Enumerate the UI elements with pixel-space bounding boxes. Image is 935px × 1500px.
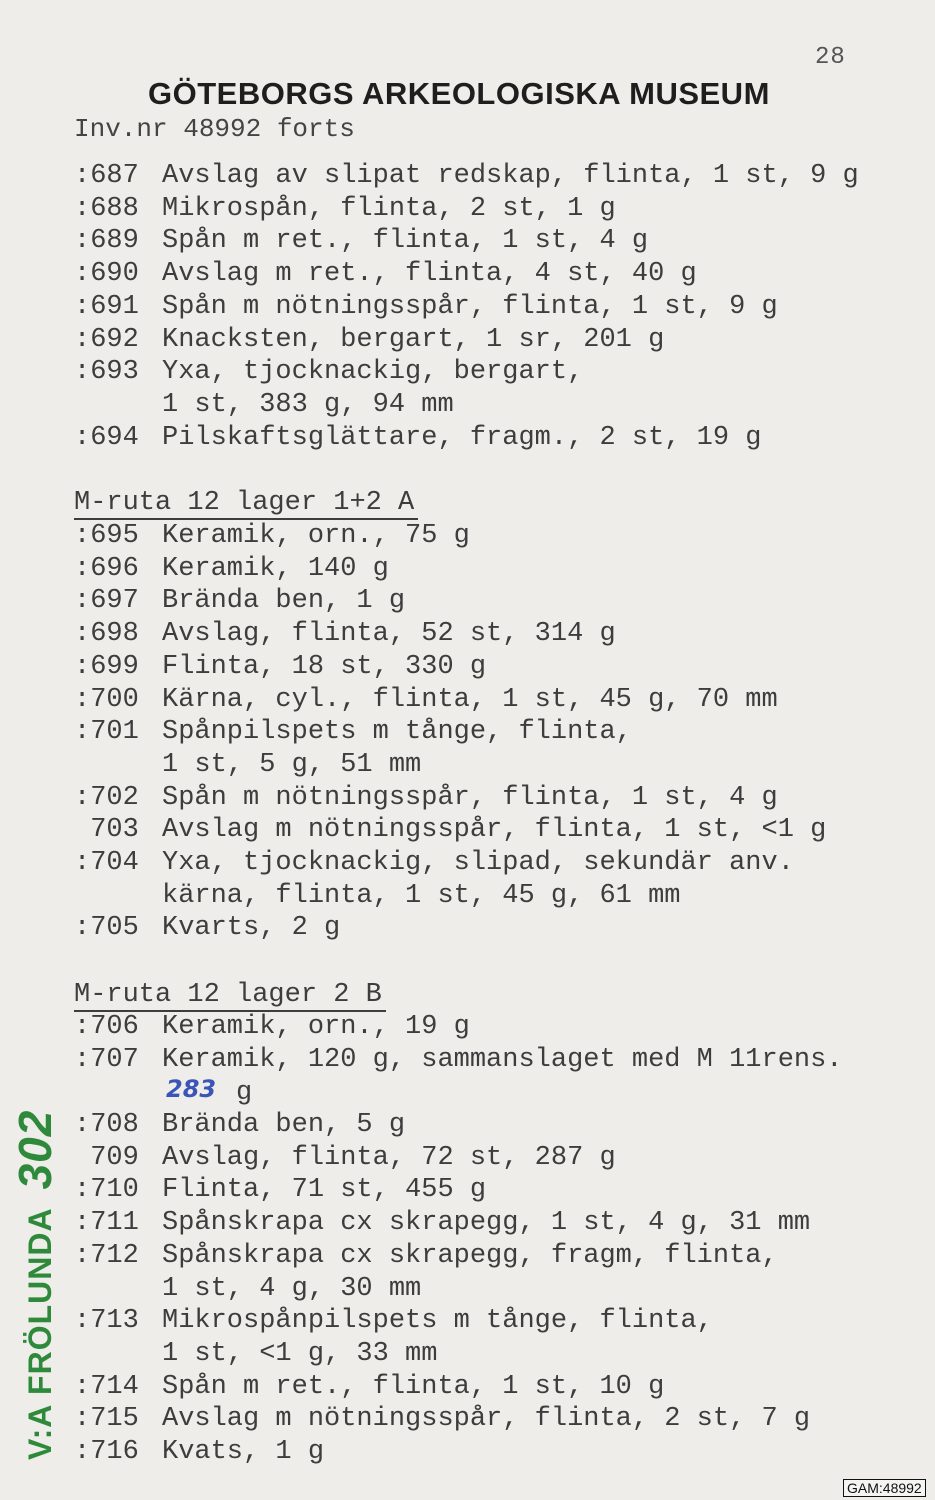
entry-line: [74, 389, 454, 421]
entry-line: [74, 160, 859, 192]
entry-line: [74, 1403, 810, 1435]
entry-line: [74, 258, 697, 290]
entry-line: [74, 912, 340, 944]
entry-text: Kvats, 1 g: [162, 1437, 325, 1467]
entry-line: [74, 422, 762, 454]
entry-line: [74, 749, 421, 781]
entry-text: Avslag, flinta, 52 st, 314 g: [162, 619, 616, 650]
entry-text: Kvarts, 2 g: [162, 913, 341, 944]
entry-line: [74, 324, 664, 356]
museum-title: GÖTEBORGS ARKEOLOGISKA MUSEUM: [148, 76, 770, 111]
entry-line: [74, 651, 486, 683]
entry-text: 1 st, 5 g, 51 mm: [162, 749, 422, 780]
entry-line: [74, 1240, 778, 1272]
entry-line: [74, 1109, 405, 1141]
entry-line: [74, 1305, 713, 1337]
entry-text: Spånpilspets m tånge, flinta,: [162, 717, 632, 748]
entry-line: [74, 520, 470, 552]
archive-label: GAM:48992: [843, 1479, 926, 1497]
entry-line: [74, 814, 826, 846]
entry-number: :691: [74, 291, 139, 322]
entry-line: [74, 684, 778, 716]
entry-text: Spån m ret., flinta, 1 st, 4 g: [162, 226, 649, 257]
entry-number: :710: [74, 1175, 139, 1206]
entry-number: :697: [74, 586, 139, 617]
entry-line: [74, 585, 405, 617]
stamp-site-name: V:A FRÖLUNDA: [22, 1207, 58, 1460]
entry-line: [74, 847, 794, 879]
entry-number: :698: [74, 619, 139, 650]
entry-text: Brända ben, 5 g: [162, 1110, 406, 1140]
entry-text: kärna, flinta, 1 st, 45 g, 61 mm: [162, 880, 681, 911]
entry-line: [74, 716, 632, 748]
entry-line: [74, 1011, 470, 1043]
entry-line: [74, 553, 389, 585]
entry-text: Avslag av slipat redskap, flinta, 1 st, 9 g: [162, 161, 859, 191]
entry-number: :695: [74, 521, 139, 551]
entry-text: Avslag m nötningsspår, flinta, 2 st, 7 g: [162, 1404, 811, 1435]
page-number: 28: [815, 44, 846, 71]
entry-text: Keramik, orn., 19 g: [162, 1012, 470, 1042]
entry-number: :700: [74, 684, 139, 715]
entry-text: Kärna, cyl., flinta, 1 st, 45 g, 70 mm: [162, 684, 778, 715]
handwritten-weight-unit: g: [236, 1078, 253, 1108]
entry-number: 703: [74, 815, 139, 846]
entry-number: :694: [74, 422, 139, 453]
entry-text: 1 st, 383 g, 94 mm: [162, 389, 454, 420]
entry-text: Pilskaftsglättare, fragm., 2 st, 19 g: [162, 422, 762, 453]
entry-number: :716: [74, 1437, 139, 1467]
entry-text: 1 st, <1 g, 33 mm: [162, 1338, 438, 1369]
entry-line: [74, 1142, 616, 1174]
entry-text: Yxa, tjocknackig, bergart,: [162, 357, 584, 388]
entry-text: Spån m nötningsspår, flinta, 1 st, 4 g: [162, 782, 778, 813]
site-stamp: [8, 1110, 62, 1460]
entry-number: :705: [74, 913, 139, 944]
entry-number: :696: [74, 553, 139, 584]
entry-line: [74, 1338, 437, 1370]
entry-text: Avslag, flinta, 72 st, 287 g: [162, 1142, 616, 1173]
entry-number: :687: [74, 161, 139, 191]
entry-number: :707: [74, 1044, 139, 1075]
entry-text: Keramik, orn., 75 g: [162, 521, 470, 551]
entry-number: :712: [74, 1240, 139, 1271]
entry-number: :699: [74, 651, 139, 682]
entry-text: Flinta, 71 st, 455 g: [162, 1175, 487, 1206]
inventory-number: Inv.nr 48992 forts: [74, 114, 355, 144]
entry-number: :714: [74, 1371, 139, 1402]
entry-number: :690: [74, 259, 139, 290]
entry-line: [74, 1436, 324, 1468]
entry-line: [74, 193, 616, 225]
entry-line: [74, 1174, 486, 1206]
entry-text: Flinta, 18 st, 330 g: [162, 651, 487, 682]
section-heading-b: M-ruta 12 lager 2 B: [74, 980, 386, 1012]
entry-text: Spånskrapa cx skrapegg, fragm, flinta,: [162, 1240, 778, 1271]
entry-text: Keramik, 120 g, sammanslaget med M 11rens.: [162, 1044, 843, 1075]
entry-number: 709: [74, 1142, 139, 1173]
entry-text: Mikrospån, flinta, 2 st, 1 g: [162, 193, 616, 224]
handwritten-weight: 283: [166, 1075, 217, 1103]
entry-text: Knacksten, bergart, 1 sr, 201 g: [162, 324, 665, 355]
entry-number: :708: [74, 1110, 139, 1140]
entry-text: Yxa, tjocknackig, slipad, sekundär anv.: [162, 848, 794, 878]
entry-text: Spån m ret., flinta, 1 st, 10 g: [162, 1371, 665, 1402]
entry-number: :702: [74, 782, 139, 813]
entry-text: 1 st, 4 g, 30 mm: [162, 1273, 422, 1304]
entry-number: :693: [74, 357, 139, 388]
entry-number: :701: [74, 717, 139, 748]
entry-line: [74, 782, 778, 814]
entry-text: Brända ben, 1 g: [162, 586, 406, 617]
entry-line: [74, 356, 583, 388]
entry-number: :692: [74, 324, 139, 355]
entry-line: [74, 880, 680, 912]
entry-line: [74, 1044, 843, 1076]
entry-text: Keramik, 140 g: [162, 553, 389, 584]
entry-line: [74, 291, 778, 323]
entry-text: Spån m nötningsspår, flinta, 1 st, 9 g: [162, 291, 778, 322]
entry-text: Avslag m ret., flinta, 4 st, 40 g: [162, 259, 697, 290]
entry-line: [74, 1371, 664, 1403]
entry-text: Mikrospånpilspets m tånge, flinta,: [162, 1306, 713, 1337]
stamp-site-number: 302: [9, 1109, 61, 1190]
entry-number: :713: [74, 1306, 139, 1337]
entry-line: [74, 225, 648, 257]
entry-number: :688: [74, 193, 139, 224]
section-heading-a: M-ruta 12 lager 1+2 A: [74, 488, 418, 520]
entry-number: :711: [74, 1208, 139, 1239]
entry-text: Avslag m nötningsspår, flinta, 1 st, <1 g: [162, 815, 827, 846]
entry-line: [74, 618, 616, 650]
entry-number: :715: [74, 1404, 139, 1435]
entry-number: :689: [74, 226, 139, 257]
entry-line: [74, 1207, 810, 1239]
entry-number: :706: [74, 1012, 139, 1042]
entry-line: [74, 1273, 421, 1305]
entry-text: Spånskrapa cx skrapegg, 1 st, 4 g, 31 mm: [162, 1208, 811, 1239]
entry-number: :704: [74, 848, 139, 878]
